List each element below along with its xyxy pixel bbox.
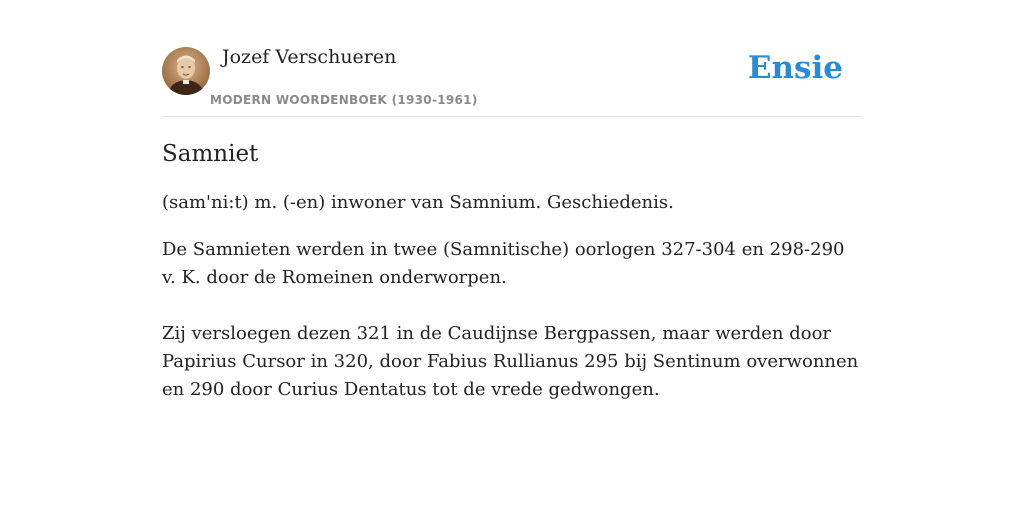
entry-paragraph: De Samnieten werden in twee (Samnitische) oorlogen 327-304 en 298-290 v. K. door de Romeinen onderworpen. — [162, 239, 845, 288]
entry-definition: (sam'ni:t) m. (-en) inwoner van Samnium. Geschiedenis. — [162, 192, 674, 213]
author-portrait-icon — [162, 47, 210, 95]
entry-paragraph: Zij versloegen dezen 321 in de Caudijnse Bergpassen, maar werden door Papirius Cursor in 320, door Fabius Rullianus 295 bij Sentinum overwonnen en 290 door Curius Dentatus tot de vrede gedwongen. — [162, 323, 859, 400]
source-label[interactable]: MODERN WOORDENBOEK (1930-1961) — [210, 93, 478, 107]
entry-title: Samniet — [162, 141, 259, 167]
entry-header — [162, 44, 862, 117]
entry-content — [162, 138, 862, 404]
author-name[interactable]: Jozef Verschueren — [222, 46, 397, 68]
author-avatar[interactable] — [162, 47, 210, 95]
ensie-logo[interactable]: Ensie — [747, 50, 843, 86]
